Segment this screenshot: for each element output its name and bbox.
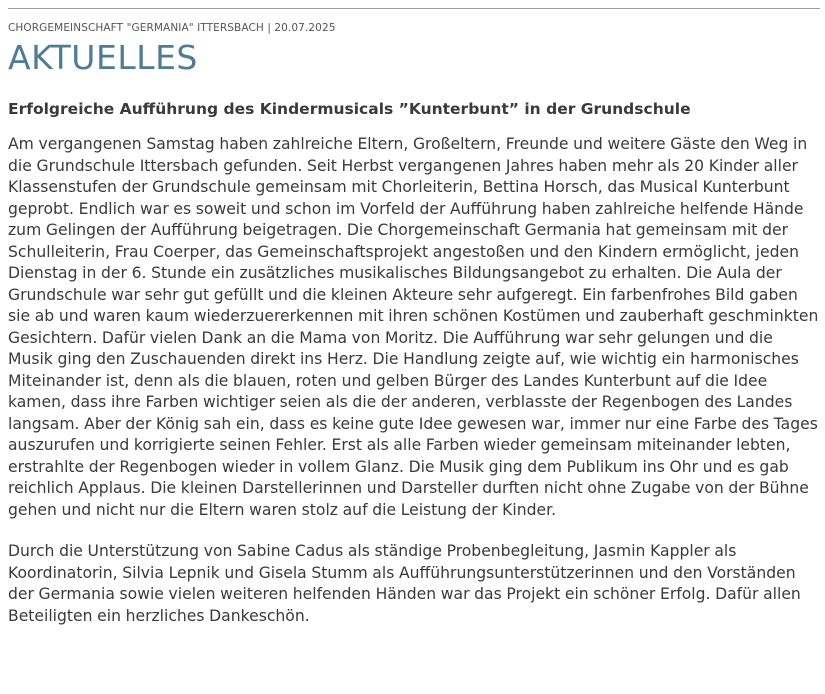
page [8,0,820,694]
publication-meta: CHORGEMEINSCHAFT "GERMANIA" ITTERSBACH | 20.07.2025 [8,22,336,34]
top-divider [8,8,820,9]
article-body [8,134,820,627]
article-paragraph: Durch die Unterstützung von Sabine Cadus als ständige Probenbegleitung, Jasmin Kappler als Koordinatorin, Silvia Lepnik und Gisela Stumm als Aufführungsunterstützerinnen und den Vorständen der Germania sowie vielen weiteren helfenden Händen war das Projekt ein schöner Erfolg. Dafür allen Beteiligten ein herzliches Dankeschön. [8,542,801,625]
section-title: AKTUELLES [8,38,198,77]
article-paragraph: Am vergangenen Samstag haben zahlreiche Eltern, Großeltern, Freunde und weitere Gäste den Weg in die Grundschule Ittersbach gefunden. Seit Herbst vergangenen Jahres haben mehr als 20 Kinder aller Klassenstufen der Grundschule gemeinsam mit Chorleiterin, Bettina Horsch, das Musical Kunterbunt geprobt. Endlich war es soweit und schon im Vorfeld der Aufführung haben zahlreiche helfende Hände zum Gelingen der Aufführung beigetragen. Die Chorgemeinschaft Germania hat gemeinsam mit der Schulleiterin, Frau Coerper, das Gemeinschaftsprojekt angestoßen und den Kindern ermöglicht, jeden Dienstag in der 6. Stunde ein zusätzliches musikalisches Bildungsangebot zu erhalten. Die Aula der Grundschule war sehr gut gefüllt und die kleinen Akteure sehr aufgeregt. Ein farbenfrohes Bild gaben sie ab und waren kaum wiederzuererkennen mit ihren schönen Kostümen und zauberhaft geschminkten Gesichtern. Dafür vielen Dank an die Mama von Moritz. Die Aufführung war sehr gelungen und die Musik ging den Zuschauenden direkt ins Herz. Die Handlung zeigte auf, wie wichtig ein harmonisches Miteinander ist, denn als die blauen, roten und gelben Bürger des Landes Kunterbunt auf die Idee kamen, dass ihre Farben wichtiger seien als die der anderen, verblasste der Regenbogen des Landes langsam. Aber der König sah ein, dass es keine gute Idee gewesen war, immer nur eine Farbe des Tages auszurufen und korrigierte seinen Fehler. Erst als alle Farben wieder gemeinsam miteinander lebten, erstrahlte der Regenbogen wieder in vollem Glanz. Die Musik ging dem Publikum ins Ohr und es gab reichlich Applaus. Die kleinen Darstellerinnen und Darsteller durften nicht ohne Zugabe von der Bühne gehen und nicht nur die Eltern waren stolz auf die Leistung der Kinder. [8,135,819,519]
article-headline: Erfolgreiche Aufführung des Kindermusicals ”Kunterbunt” in der Grundschule [8,100,691,118]
